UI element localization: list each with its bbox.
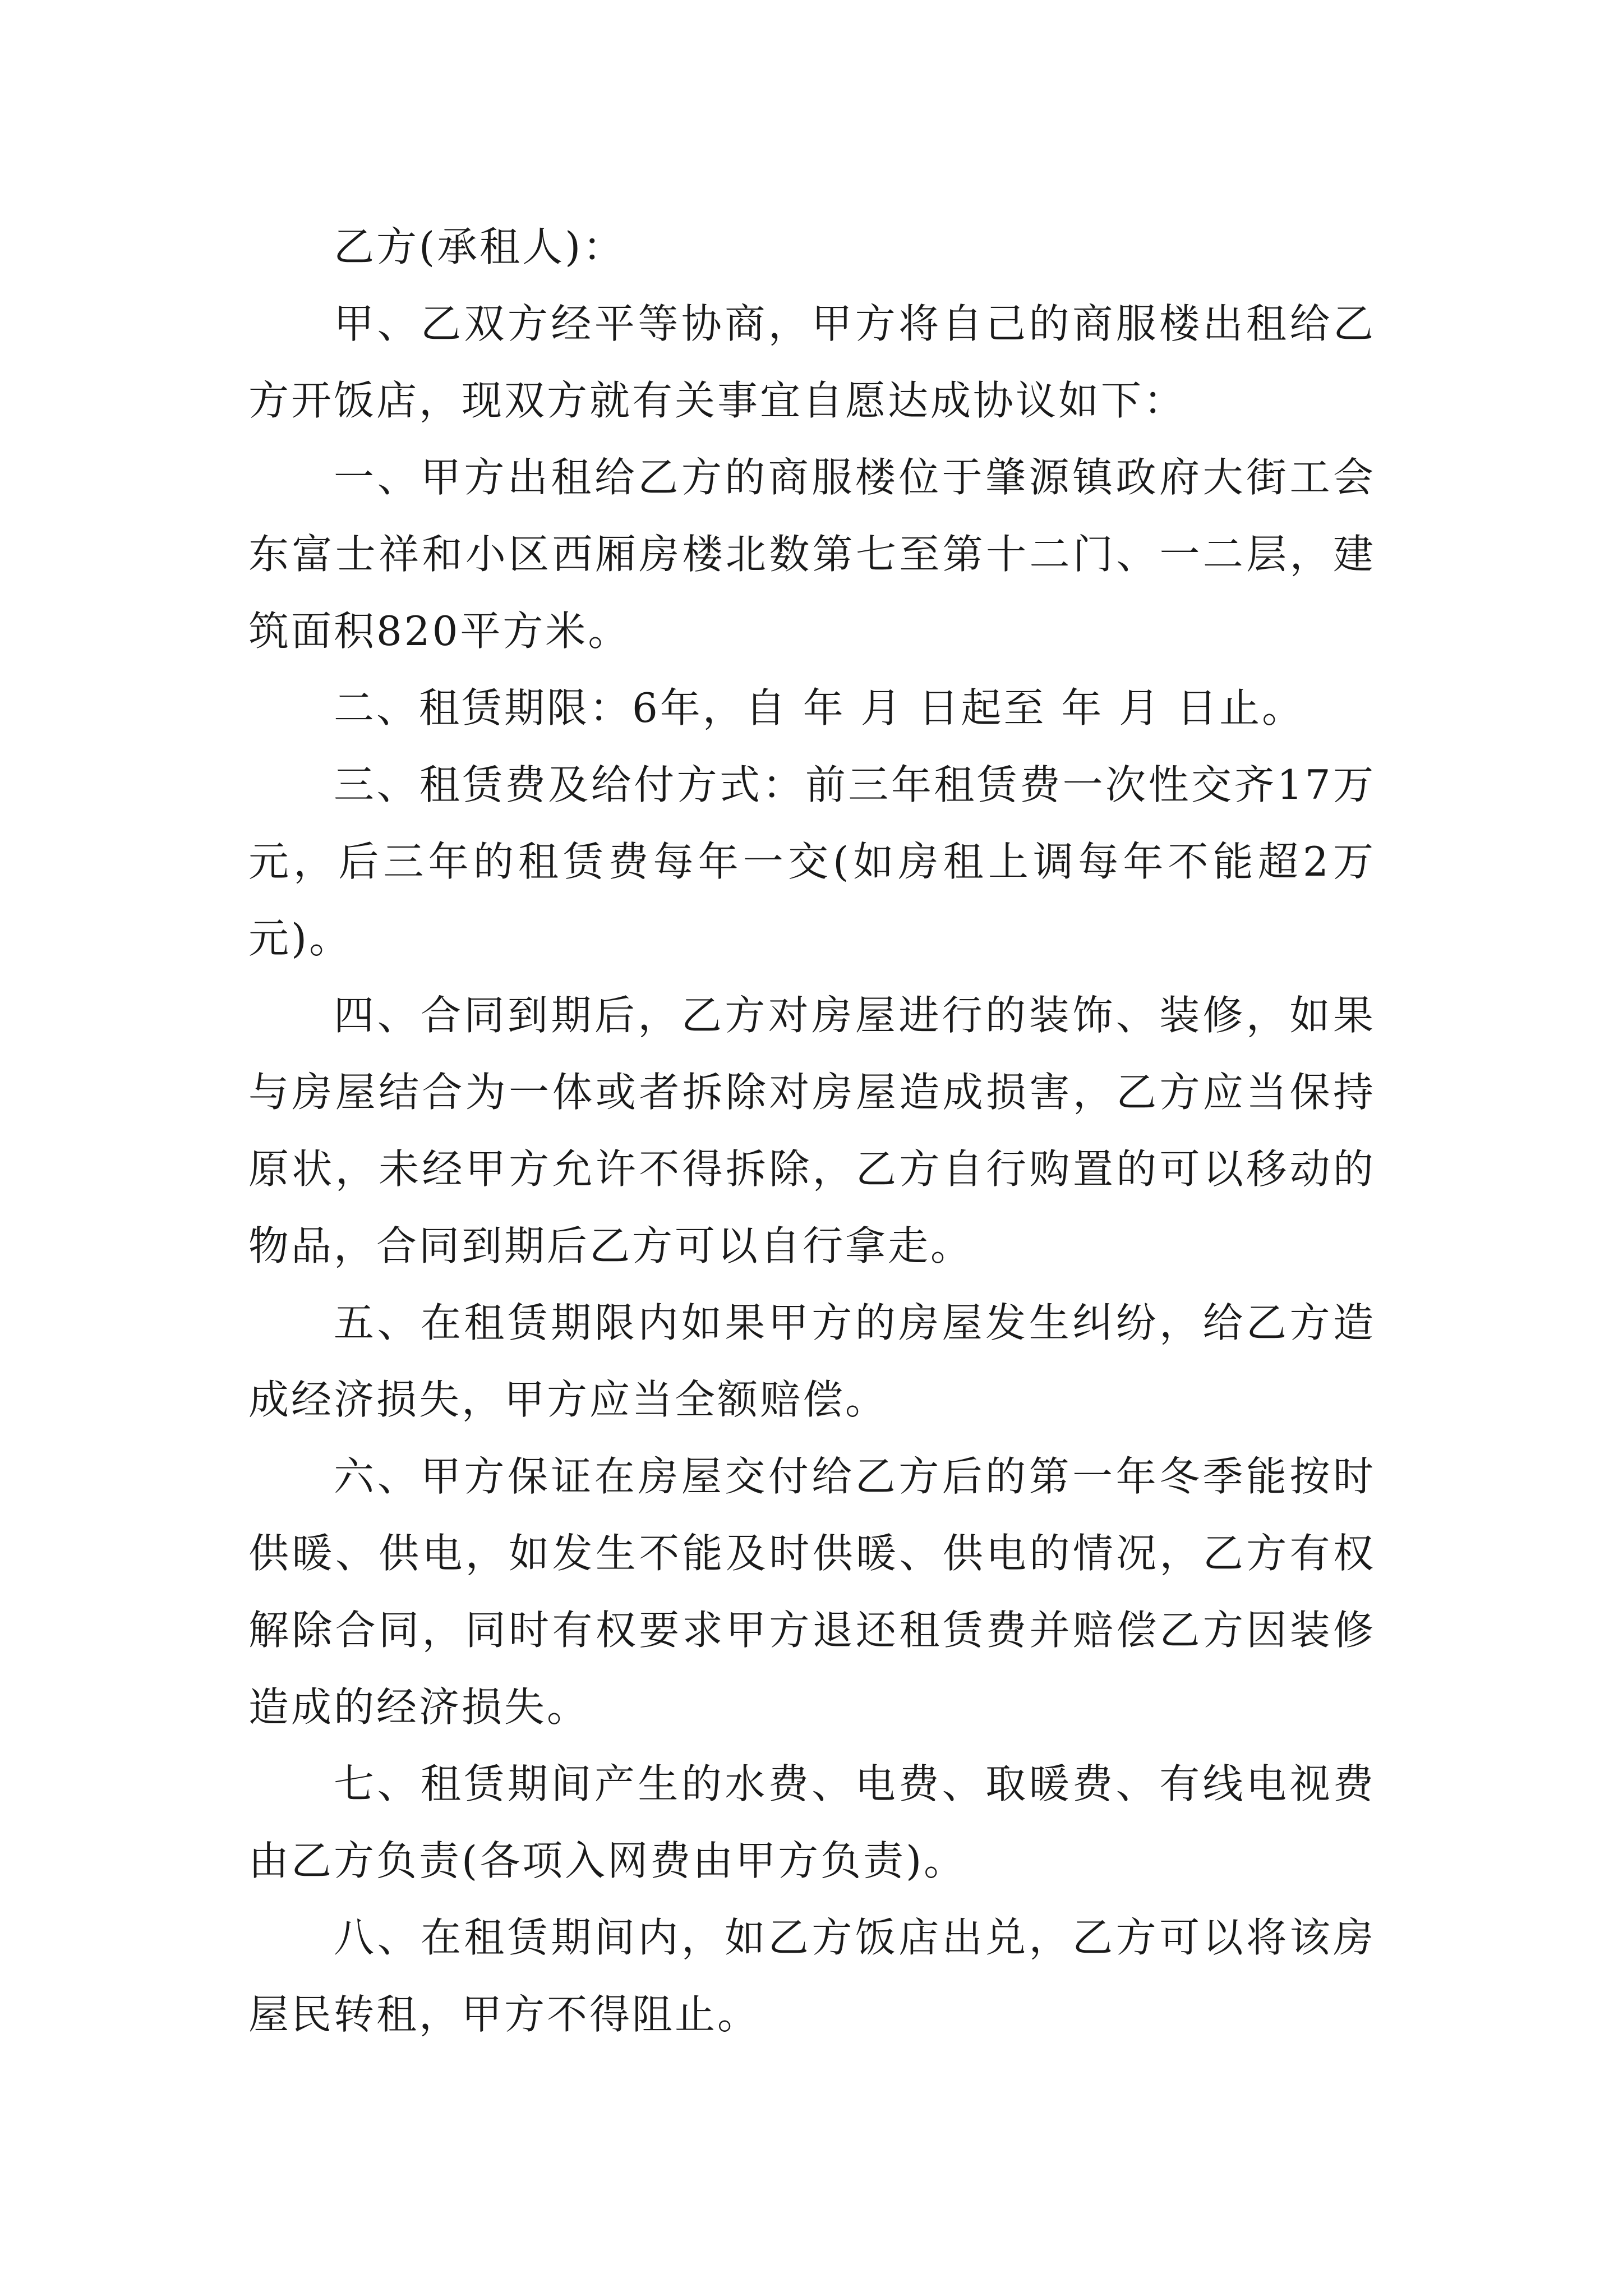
- paragraph-preamble: 甲、乙双方经平等协商，甲方将自己的商服楼出租给乙方开饭店，现双方就有关事宜自愿达成协议如下：: [248, 300, 1376, 424]
- paragraph-clause-1: 一、甲方出租给乙方的商服楼位于肇源镇政府大街工会东富士祥和小区西厢房楼北数第七至第十二门、一二层，建筑面积820平方米。: [248, 454, 1376, 655]
- paragraph-clause-8: 八、在租赁期间内，如乙方饭店出兑，乙方可以将该房屋民转租，甲方不得阻止。: [248, 1914, 1376, 2038]
- paragraph-lessee: 乙方(承租人)：: [334, 223, 626, 270]
- paragraph-clause-7: 七、租赁期间产生的水费、电费、取暖费、有线电视费由乙方负责(各项入网费由甲方负责)。: [248, 1760, 1376, 1884]
- paragraph-clause-3: 三、租赁费及给付方式：前三年租赁费一次性交齐17万元，后三年的租赁费每年一交(如房租上调每年不能超2万元)。: [248, 761, 1376, 962]
- paragraph-clause-6: 六、甲方保证在房屋交付给乙方后的第一年冬季能按时供暖、供电，如发生不能及时供暖、供电的情况，乙方有权解除合同，同时有权要求甲方退还租赁费并赔偿乙方因装修造成的经济损失。: [248, 1453, 1376, 1731]
- paragraph-clause-4: 四、合同到期后，乙方对房屋进行的装饰、装修，如果与房屋结合为一体或者拆除对房屋造成损害，乙方应当保持原状，未经甲方允许不得拆除，乙方自行购置的可以移动的物品，合同到期后乙方可以自行拿走。: [248, 992, 1376, 1269]
- paragraph-clause-5: 五、在租赁期限内如果甲方的房屋发生纠纷，给乙方造成经济损失，甲方应当全额赔偿。: [248, 1299, 1376, 1423]
- document-body: [248, 209, 1376, 2053]
- paragraph-clause-2: 二、租赁期限：6年，自 年 月 日起至 年 月 日止。: [334, 684, 1305, 731]
